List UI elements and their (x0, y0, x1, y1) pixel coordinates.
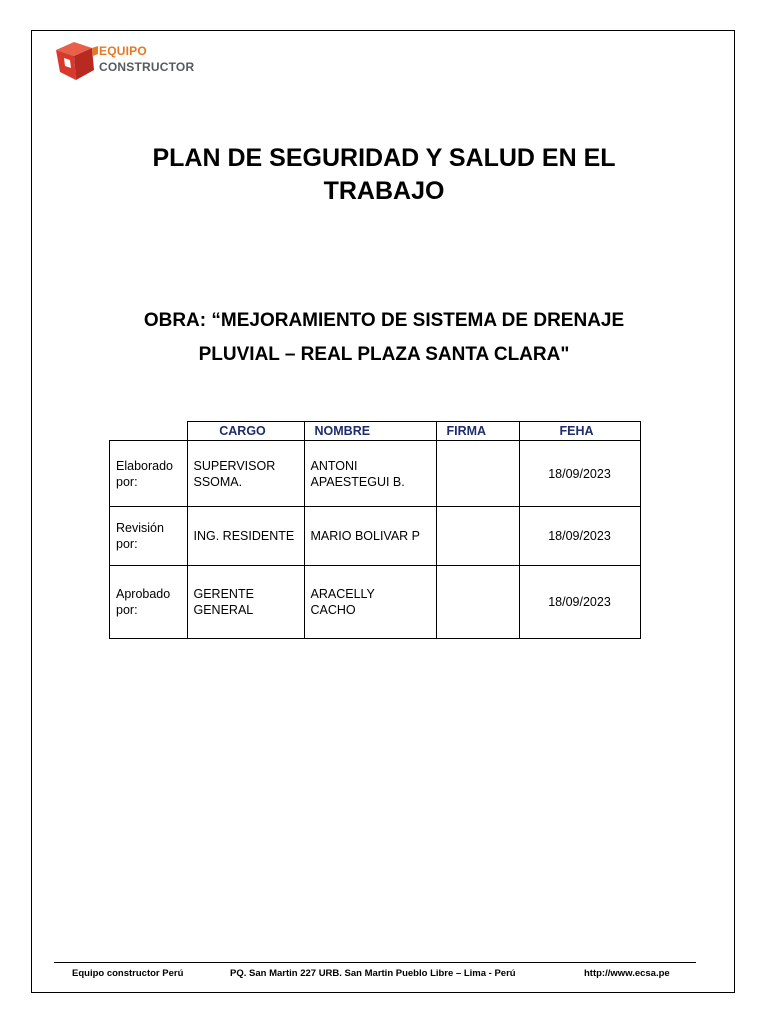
logo-text-constructor: CONSTRUCTOR (99, 60, 195, 74)
header-empty-cell (110, 422, 188, 441)
cargo-cell (187, 507, 304, 566)
firma-cell (436, 507, 519, 566)
role-line-2: por: (116, 474, 138, 489)
cargo-line-1: SUPERVISOR (193, 458, 276, 473)
role-line-1: Aprobado (116, 587, 171, 601)
role-line-2: por: (116, 603, 138, 617)
header-firma: FIRMA (436, 422, 519, 441)
header-nombre: NOMBRE (304, 422, 436, 441)
obra-line-1: OBRA: “MEJORAMIENTO DE SISTEMA DE DRENAJE (143, 310, 625, 331)
nombre-cell (304, 507, 436, 566)
table-row (110, 507, 641, 566)
logo-box-icon (54, 40, 98, 82)
firma-cell (436, 566, 519, 639)
role-line-1: Elaborado (116, 458, 173, 473)
cargo-line-2: SSOMA. (193, 474, 243, 489)
nombre-line-1: ANTONI (310, 458, 358, 473)
nombre-line-2: CACHO (310, 603, 356, 617)
role-cell (110, 507, 188, 566)
table-row (110, 441, 641, 507)
role-cell (110, 441, 188, 507)
fecha-cell: 18/09/2023 (519, 566, 640, 639)
company-logo (54, 40, 204, 84)
nombre-cell (304, 441, 436, 507)
nombre-line-1: MARIO BOLIVAR P (310, 529, 421, 543)
obra-line-2: PLUVIAL – REAL PLAZA SANTA CLARA" (198, 344, 570, 365)
role-cell (110, 566, 188, 639)
firma-cell (436, 441, 519, 507)
header-fecha: FEHA (519, 422, 640, 441)
title-line-1: PLAN DE SEGURIDAD Y SALUD EN EL (152, 144, 616, 172)
fecha-cell: 18/09/2023 (519, 507, 640, 566)
fecha-cell: 18/09/2023 (519, 441, 640, 507)
document-title (60, 142, 708, 208)
cargo-line-2: GENERAL (193, 603, 254, 617)
cargo-line-1: ING. RESIDENTE (193, 529, 295, 543)
obra-title (60, 304, 708, 372)
header-cargo: CARGO (187, 422, 304, 441)
table-header-row (110, 422, 641, 441)
cargo-line-1: GERENTE (193, 587, 254, 601)
footer-address: PQ. San Martin 227 URB. San Martin Pueblo Libre – Lima - Perú (230, 968, 516, 979)
nombre-line-2: APAESTEGUI B. (310, 474, 405, 489)
footer-company: Equipo constructor Perú (72, 968, 184, 979)
logo-text-equipo: EQUIPO (99, 44, 147, 58)
approval-table (109, 421, 641, 639)
nombre-cell (304, 566, 436, 639)
cargo-cell (187, 566, 304, 639)
footer-website-link[interactable]: http://www.ecsa.pe (584, 968, 670, 979)
cargo-cell (187, 441, 304, 507)
nombre-line-1: ARACELLY (310, 587, 375, 601)
role-line-2: por: (116, 537, 138, 551)
title-line-2: TRABAJO (323, 177, 445, 205)
table-row (110, 566, 641, 639)
role-line-1: Revisión (116, 521, 164, 535)
footer-divider (54, 962, 696, 963)
